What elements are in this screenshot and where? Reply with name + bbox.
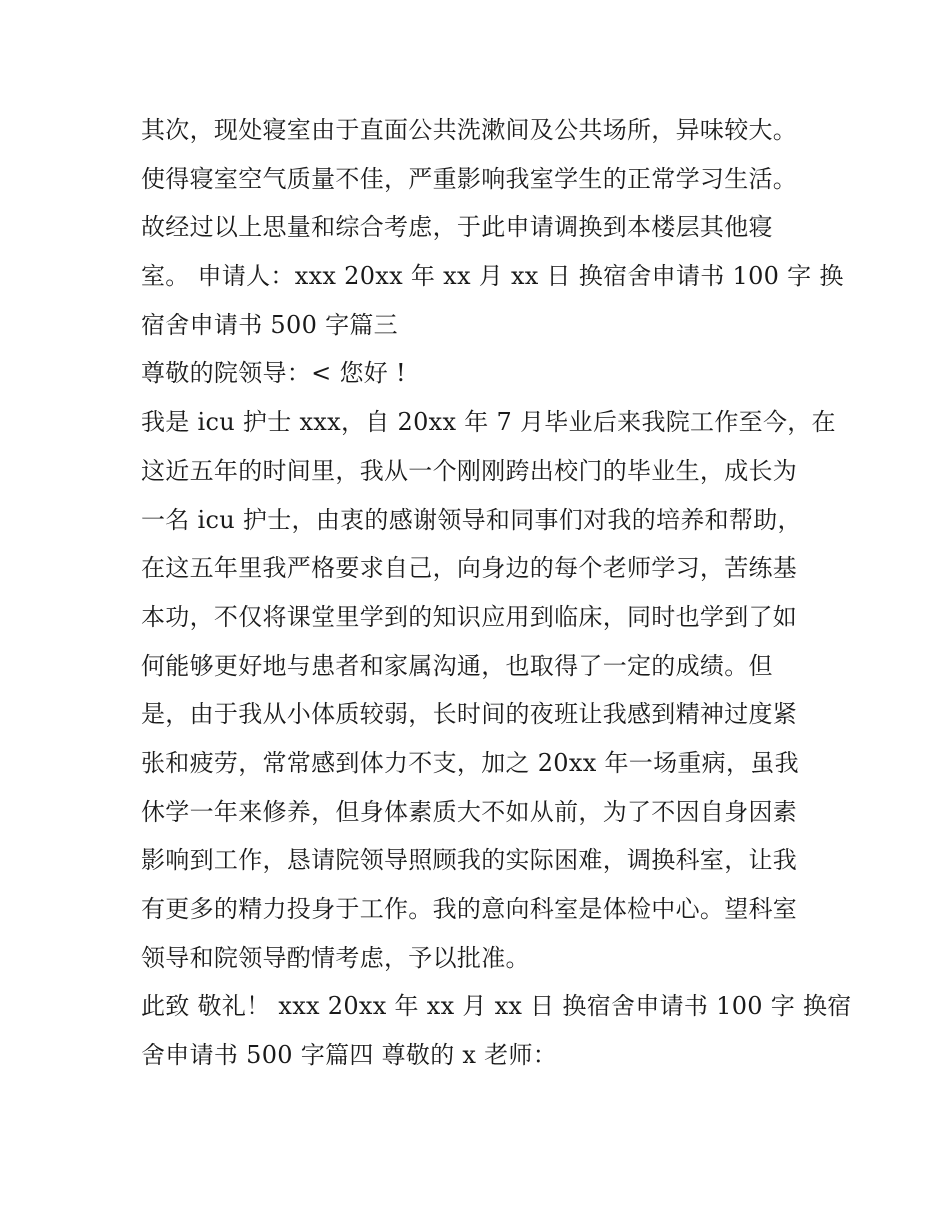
text-line: 舍申请书 500 字篇四 尊敬的 x 老师：	[141, 1041, 558, 1070]
text-line: 尊敬的院领导：< 您好 !	[141, 359, 406, 388]
text-line: 何能够更好地与患者和家属沟通，也取得了一定的成绩。但	[141, 651, 773, 680]
text-line: 室。 申请人：xxx 20xx 年 xx 月 xx 日 换宿舍申请书 100 字 换	[141, 262, 844, 291]
text-line: 一名 icu 护士，由衷的感谢领导和同事们对我的培养和帮助，	[141, 505, 802, 534]
text-line: 此致 敬礼！ xxx 20xx 年 xx 月 xx 日 换宿舍申请书 100 字 换宿	[141, 992, 852, 1021]
text-line: 故经过以上思量和综合考虑，于此申请调换到本楼层其他寝	[141, 213, 773, 242]
text-line: 本功，不仅将课堂里学到的知识应用到临床，同时也学到了如	[141, 602, 798, 631]
text-line: 是，由于我从小体质较弱，长时间的夜班让我感到精神过度紧	[141, 700, 798, 729]
text-line: 我是 icu 护士 xxx，自 20xx 年 7 月毕业后来我院工作至今，在	[141, 408, 836, 437]
text-line: 有更多的精力投身于工作。我的意向科室是体检中心。望科室	[141, 895, 798, 923]
text-line: 使得寝室空气质量不佳，严重影响我室学生的正常学习生活。	[141, 164, 798, 193]
text-line: 休学一年来修养，但身体素质大不如从前，为了不因自身因素	[141, 797, 798, 826]
text-line: 在这五年里我严格要求自己，向身边的每个老师学习，苦练基	[141, 554, 798, 583]
text-line: 宿舍申请书 500 字篇三	[141, 310, 398, 339]
text-line: 影响到工作，恳请院领导照顾我的实际困难，调换科室，让我	[141, 846, 798, 875]
document-body	[141, 106, 852, 1080]
text-line: 这近五年的时间里，我从一个刚刚跨出校门的毕业生，成长为	[141, 456, 798, 485]
text-line: 张和疲劳，常常感到体力不支，加之 20xx 年一场重病，虽我	[141, 748, 799, 777]
text-line: 其次，现处寝室由于直面公共洗漱间及公共场所，异味较大。	[141, 116, 798, 144]
text-line: 领导和院领导酌情考虑，予以批准。	[141, 943, 530, 972]
